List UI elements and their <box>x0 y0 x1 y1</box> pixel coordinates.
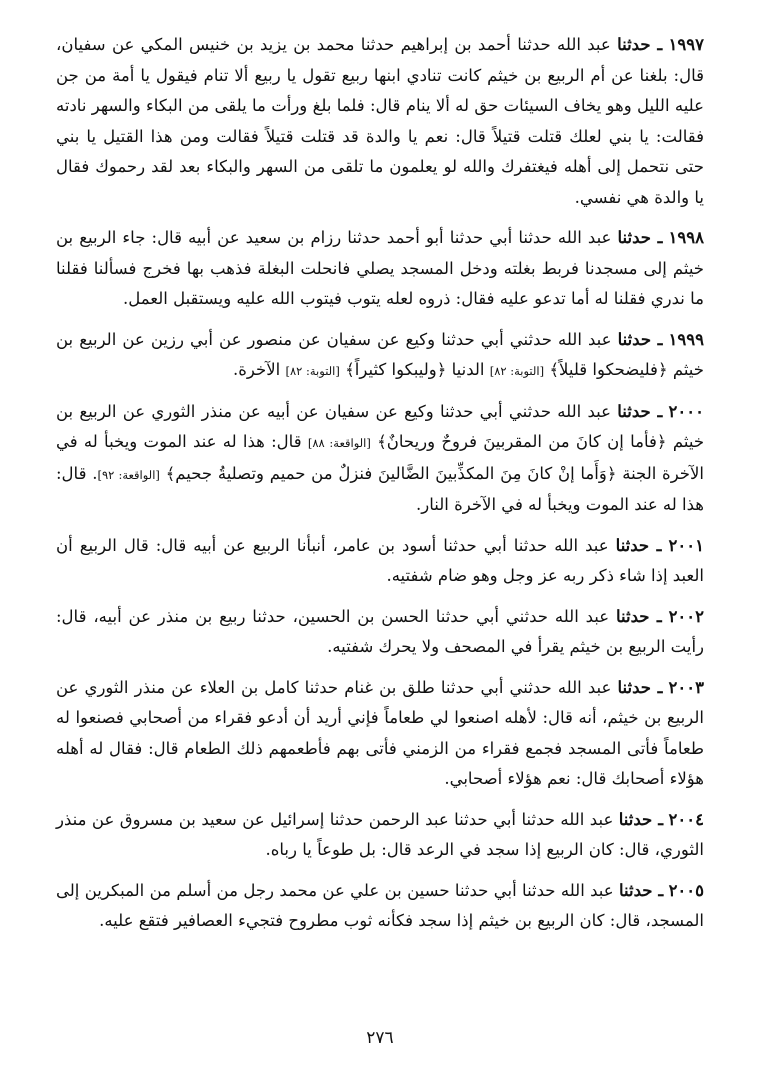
hadith-text: قال: هذا له عند الموت ويخبأ له في الآخرة الجنة ﴿وَأَما إنْ كانَ مِنَ المكذِّبينَ الضَّالينَ فنزلٌ من حميم وتصليةُ جحيم﴾ <box>56 432 705 483</box>
hadith-text: عبد الله حدثني أبي حدثنا وكيع عن سفيان عن منصور عن أبي رزين عن الربيع بن خيثم ﴿فليضحكوا قليلاً﴾ <box>56 329 704 379</box>
hadith-number: ١٩٩٧ <box>668 35 704 54</box>
hadith-lead: حدثنا <box>617 35 651 54</box>
hadith-1997: ١٩٩٧ ـ حدثنا عبد الله حدثنا أحمد بن إبراهيم حدثنا محمد بن يزيد بن خنيس المكي عن سفيان، قال: بلغنا عن أم الربيع بن خيثم كانت تنادي ابنها ربيع تقول يا ربيع ألا تنام فيقول يا أمة من جن عليه الليل وهو يخاف السيئات حق له ألا ينام قال: فلما بلغ ورأت ما يلقى من البكاء والسهر نادته فقالت: يا بني لعلك قتلت قتيلاً قال: نعم يا والدة قد قتلت قتيلاً فقالت ومن هذا القتيل يا بني حتى نتحمل إلى أهله فيغتفرك والله لو يعلمون ما تلقى من السهر والبكاء بعد لقد رحموك فقال يا والدة هي نفسي. <box>56 35 704 207</box>
hadith-2003: ٢٠٠٣ ـ حدثنا عبد الله حدثني أبي حدثنا طلق بن غنام حدثنا كامل بن العلاء عن منذر الثوري عن الربيع بن خيثم، أنه قال: لأهله اصنعوا لي طعاماً فإني أريد أن أدعو فقراء من أصحابي فصنعوا له طعاماً فأتى المسجد فجمع فقراء من الزمني فأتى بهم فأطعمهم ذلك الطعام قال: فقال له أهله هؤلاء أصحابك قال: نعم هؤلاء أصحابي. <box>56 677 704 788</box>
hadith-text: عبد الله حدثنا أبي حدثنا عبد الرحمن حدثنا إسرائيل عن سعيد بن مسروق عن منذر الثوري، قال: كان الربيع إذا سجد في الرعد قال: بل طوعاً يا رباه. <box>56 809 704 859</box>
hadith-2004: ٢٠٠٤ ـ حدثنا عبد الله حدثنا أبي حدثنا عبد الرحمن حدثنا إسرائيل عن سعيد بن مسروق عن منذر الثوري، قال: كان الربيع إذا سجد في الرعد قال: بل طوعاً يا رباه. <box>56 809 704 859</box>
hadith-text: عبد الله حدثنا أحمد بن إبراهيم حدثنا محمد بن يزيد بن خنيس المكي عن سفيان، قال: بلغنا عن أم الربيع بن خيثم كانت تنادي ابنها ربيع تقول يا ربيع ألا تنام فيقول يا أمة من جن عليه الليل وهو يخاف السيئات حق له ألا ينام قال: فلما بلغ ورأت ما يلقى من البكاء والسهر نادته فقالت: يا بني لعلك قتلت قتيلاً قال: نعم يا والدة قد قتلت قتيلاً فقالت ومن هذا القتيل يا بني حتى نتحمل إلى أهله فيغتفرك والله لو يعلمون ما تلقى من السهر والبكاء بعد لقد رحموك فقال يا والدة هي نفسي. <box>56 35 704 207</box>
hadith-number: ٢٠٠٢ <box>668 606 705 626</box>
hadith-number: ١٩٩٩ <box>668 329 704 349</box>
hadith-text: عبد الله حدثني أبي حدثنا طلق بن غنام حدثنا كامل بن العلاء عن منذر الثوري عن الربيع بن خيثم، أنه قال: لأهله اصنعوا لي طعاماً فإني أريد أن أدعو فقراء من أصحابي فصنعوا له طعاماً فأتى المسجد فجمع فقراء من الزمني فأتى بهم فأطعمهم ذلك الطعام قال: فقال له أهله هؤلاء أصحابك قال: نعم هؤلاء أصحابي. <box>56 677 704 788</box>
hadith-number: ٢٠٠٤ <box>668 809 704 829</box>
hadith-text: . قال: هذا له عند الموت ويخبأ له في الآخرة النار. <box>56 463 704 514</box>
hadith-number: ١٩٩٨ <box>668 228 704 247</box>
page-number: ٢٧٦ <box>366 1028 394 1048</box>
hadith-number: ٢٠٠٣ <box>668 677 704 697</box>
hadith-text: الدنيا ﴿وليبكوا كثيراً﴾ <box>345 360 485 379</box>
hadith-2005: ٢٠٠٥ ـ حدثنا عبد الله حدثنا أبي حدثنا حسين بن علي عن محمد رجل من أسلم من المبكرين إلى المسجد، قال: كان الربيع بن خيثم إذا سجد فكأنه ثوب مطروح فتجيء العصافير فتقع عليه. <box>56 880 705 930</box>
hadith-number: ٢٠٠١ <box>668 535 704 555</box>
quran-reference: [التوبة: ٨٢] <box>285 364 340 378</box>
hadith-number: ٢٠٠٥ <box>668 880 705 900</box>
hadith-number: ٢٠٠٠ <box>668 401 704 421</box>
hadith-lead: حدثنا <box>618 809 653 829</box>
hadith-text: عبد الله حدثني أبي حدثنا الحسن بن الحسين، حدثنا ربيع بن منذر عن أبيه، قال: رأيت الربيع بن خيثم يقرأ في المصحف ولا يحرك شفتيه. <box>56 606 704 656</box>
hadith-2002: ٢٠٠٢ ـ حدثنا عبد الله حدثني أبي حدثنا الحسن بن الحسين، حدثنا ربيع بن منذر عن أبيه، قال: رأيت الربيع بن خيثم يقرأ في المصحف ولا يحرك شفتيه. <box>56 606 705 656</box>
hadith-lead: حدثنا <box>617 329 652 349</box>
hadith-lead: حدثنا <box>616 606 650 626</box>
hadith-text: عبد الله حدثنا أبي حدثنا أسود بن عامر، أنبأنا الربيع عن أبيه قال: قال الربيع أن العبد إذا شاء ذكر ربه عز وجل وهو ضام شفتيه. <box>56 535 704 585</box>
hadith-lead: حدثنا <box>617 677 651 697</box>
quran-reference: [الواقعة: ٩٢] <box>97 467 160 482</box>
hadith-lead: حدثنا <box>617 401 651 421</box>
hadith-2001: ٢٠٠١ ـ حدثنا عبد الله حدثنا أبي حدثنا أسود بن عامر، أنبأنا الربيع عن أبيه قال: قال الربيع أن العبد إذا شاء ذكر ربه عز وجل وهو ضام شفتيه. <box>56 535 704 585</box>
hadith-text: الآخرة. <box>233 360 281 379</box>
hadith-text: عبد الله حدثنا أبي حدثنا حسين بن علي عن محمد رجل من أسلم من المبكرين إلى المسجد، قال: كان الربيع بن خيثم إذا سجد فكأنه ثوب مطروح فتجيء العصافير فتقع عليه. <box>56 880 704 930</box>
hadith-2000: ٢٠٠٠ ـ حدثنا عبد الله حدثني أبي حدثنا وكيع عن سفيان عن أبيه عن منذر الثوري عن الربيع بن خيثم ﴿فأما إن كانَ من المقربينَ فروحٌ وريحانٌ﴾ [الواقعة: ٨٨] قال: هذا له عند الموت ويخبأ له في الآخرة الجنة ﴿وَأَما إنْ كانَ مِنَ المكذِّبينَ الضَّالينَ فنزلٌ من حميم وتصليةُ جحيم﴾ [الواقعة: ٩٢]. قال: هذا له عند الموت ويخبأ له في الآخرة النار. <box>56 401 705 514</box>
quran-reference: [التوبة: ٨٢] <box>489 364 545 378</box>
hadith-lead: حدثنا <box>619 880 653 900</box>
hadith-lead: حدثنا <box>617 228 651 247</box>
hadith-text: عبد الله حدثني أبي حدثنا وكيع عن سفيان عن أبيه عن منذر الثوري عن الربيع بن خيثم ﴿فأما إن كانَ من المقربينَ فروحٌ وريحانٌ﴾ <box>56 401 705 451</box>
hadith-lead: حدثنا <box>615 535 650 555</box>
hadith-1998: ١٩٩٨ ـ حدثنا عبد الله حدثنا أبي حدثنا أبو أحمد حدثنا رزام بن سعيد عن أبيه قال: جاء الربيع بن خيثم إلى مسجدنا فربط بغلته ودخل المسجد يصلي فانحلت البغلة فذهب بها فخرج فسألنا فقلنا ما ندري فقلنا له أما تدعو عليه فقال: ذروه لعله يتوب فيتوب الله عليه ويستقبل العمل. <box>56 228 704 308</box>
quran-reference: [الواقعة: ٨٨] <box>307 436 371 450</box>
hadith-1999: ١٩٩٩ ـ حدثنا عبد الله حدثني أبي حدثنا وكيع عن سفيان عن منصور عن أبي رزين عن الربيع بن خيثم ﴿فليضحكوا قليلاً﴾ [التوبة: ٨٢] الدنيا ﴿وليبكوا كثيراً﴾ [التوبة: ٨٢] الآخرة. <box>56 329 704 379</box>
hadith-text: عبد الله حدثنا أبي حدثنا أبو أحمد حدثنا رزام بن سعيد عن أبيه قال: جاء الربيع بن خيثم إلى مسجدنا فربط بغلته ودخل المسجد يصلي فانحلت البغلة فذهب بها فخرج فسألنا فقلنا ما ندري فقلنا له أما تدعو عليه فقال: ذروه لعله يتوب فيتوب الله عليه ويستقبل العمل. <box>56 228 704 308</box>
